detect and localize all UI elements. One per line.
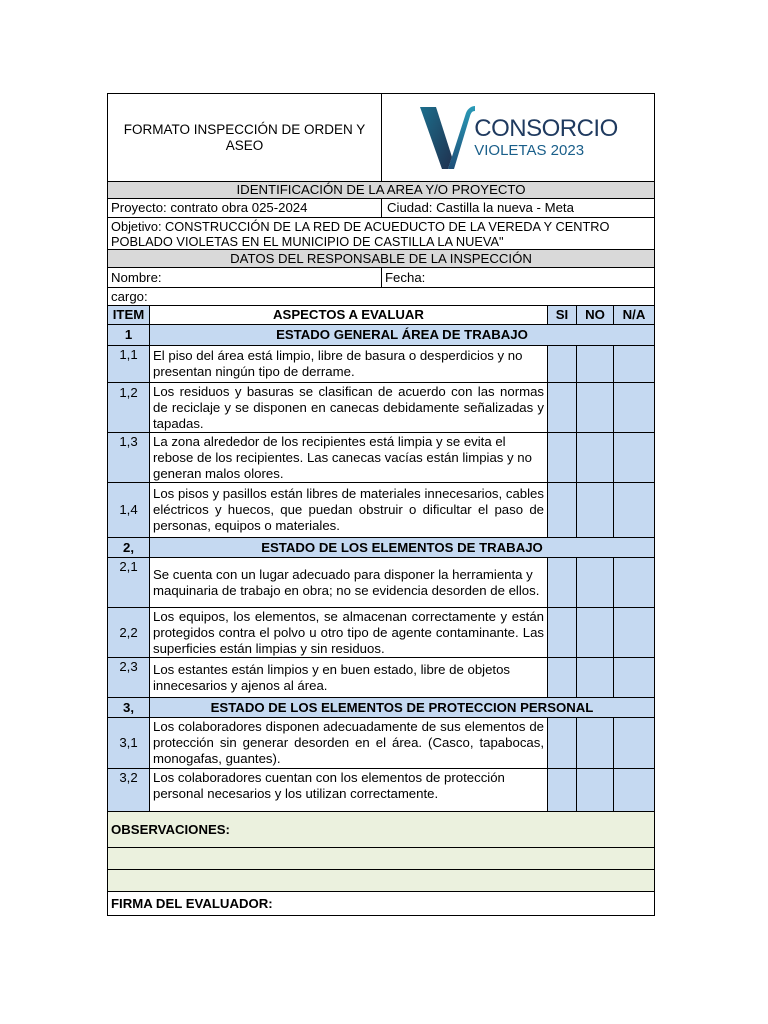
- section-title: ESTADO DE LOS ELEMENTOS DE PROTECCION PERSONAL: [150, 698, 655, 718]
- na-checkbox[interactable]: [614, 718, 655, 769]
- item-number: 3,1: [108, 718, 150, 769]
- item-number: 2,3: [108, 658, 150, 698]
- city-field: Ciudad: Castilla la nueva - Meta: [382, 199, 655, 218]
- item-text: El piso del área está limpio, libre de basura o desperdicios y no presentan ningún tipo de derrame.: [150, 346, 548, 383]
- col-na: N/A: [614, 306, 655, 325]
- no-checkbox[interactable]: [577, 658, 614, 698]
- date-field: Fecha:: [382, 268, 655, 288]
- section-title: ESTADO GENERAL ÁREA DE TRABAJO: [150, 325, 655, 346]
- name-field: Nombre:: [108, 268, 382, 288]
- col-si: SI: [548, 306, 577, 325]
- form-title-line1: FORMATO INSPECCIÓN DE ORDEN Y: [123, 121, 366, 137]
- item-text: Los pisos y pasillos están libres de materiales innecesarios, cables eléctricos y huecos, que puedan obstruir o dificultar el paso de personas, equipos o materiales.: [150, 483, 548, 538]
- logo-text: [474, 114, 618, 159]
- company-logo: [385, 95, 651, 181]
- si-checkbox[interactable]: [548, 558, 577, 608]
- logo-cell: [382, 94, 655, 182]
- col-no: NO: [577, 306, 614, 325]
- no-checkbox[interactable]: [577, 769, 614, 812]
- item-text: Los colaboradores disponen adecuadamente de sus elementos de protección sin generar desorden en el área. (Casco, tapabocas, monogafas, guantes).: [150, 718, 548, 769]
- objective-field: Objetivo: CONSTRUCCIÓN DE LA RED DE ACUEDUCTO DE LA VEREDA Y CENTRO POBLADO VIOLETAS EN EL MUNICIPIO DE CASTILLA LA NUEVA": [108, 218, 655, 250]
- no-checkbox[interactable]: [577, 433, 614, 483]
- form-title: [108, 94, 382, 182]
- section-title: ESTADO DE LOS ELEMENTOS DE TRABAJO: [150, 538, 655, 558]
- section-number: 3,: [108, 698, 150, 718]
- na-checkbox[interactable]: [614, 769, 655, 812]
- project-field: Proyecto: contrato obra 025-2024: [108, 199, 382, 218]
- no-checkbox[interactable]: [577, 346, 614, 383]
- col-aspects: ASPECTOS A EVALUAR: [150, 306, 548, 325]
- observations-label: OBSERVACIONES:: [108, 812, 655, 848]
- item-number: 3,2: [108, 769, 150, 812]
- col-item: ITEM: [108, 306, 150, 325]
- section-number: 1: [108, 325, 150, 346]
- na-checkbox[interactable]: [614, 346, 655, 383]
- item-text: Los estantes están limpios y en buen estado, libre de objetos innecesarios y ajenos al área.: [150, 658, 548, 698]
- item-text: Se cuenta con un lugar adecuado para disponer la herramienta y maquinaria de trabajo en obra; no se evidencia desorden de ellos.: [150, 558, 548, 608]
- no-checkbox[interactable]: [577, 718, 614, 769]
- item-number: 2,2: [108, 608, 150, 658]
- observations-line-2[interactable]: [108, 870, 655, 892]
- no-checkbox[interactable]: [577, 483, 614, 538]
- item-text: Los equipos, los elementos, se almacenan correctamente y están protegidos contra el polvo u otro tipo de agente contaminante. Las superficies están limpias y sin residuos.: [150, 608, 548, 658]
- identification-heading: IDENTIFICACIÓN DE LA AREA Y/O PROYECTO: [108, 182, 655, 199]
- no-checkbox[interactable]: [577, 383, 614, 433]
- na-checkbox[interactable]: [614, 383, 655, 433]
- logo-subtitle: VIOLETAS 2023: [474, 141, 585, 159]
- item-text: Los residuos y basuras se clasifican de acuerdo con las normas de reciclaje y se disponen en canecas debidamente señalizadas y tapadas.: [150, 383, 548, 433]
- item-text: La zona alrededor de los recipientes está limpia y se evita el rebose de los recipientes. Las canecas vacías están limpias y no generan malos olores.: [150, 433, 548, 483]
- si-checkbox[interactable]: [548, 383, 577, 433]
- signature-label: FIRMA DEL EVALUADOR:: [108, 892, 655, 916]
- si-checkbox[interactable]: [548, 608, 577, 658]
- item-number: 1,3: [108, 433, 150, 483]
- inspection-form: [107, 93, 654, 916]
- na-checkbox[interactable]: [614, 558, 655, 608]
- item-number: 1,4: [108, 483, 150, 538]
- si-checkbox[interactable]: [548, 658, 577, 698]
- form-table: [107, 93, 655, 916]
- section-number: 2,: [108, 538, 150, 558]
- v-logo-icon: [418, 103, 476, 173]
- no-checkbox[interactable]: [577, 558, 614, 608]
- logo-name: CONSORCIO: [474, 114, 618, 142]
- role-field: cargo:: [108, 288, 655, 306]
- item-text: Los colaboradores cuentan con los elementos de protección personal necesarios y los utilizan correctamente.: [150, 769, 548, 812]
- si-checkbox[interactable]: [548, 769, 577, 812]
- na-checkbox[interactable]: [614, 658, 655, 698]
- responsible-heading: DATOS DEL RESPONSABLE DE LA INSPECCIÓN: [108, 250, 655, 268]
- observations-line-1[interactable]: [108, 848, 655, 870]
- item-number: 1,2: [108, 383, 150, 433]
- na-checkbox[interactable]: [614, 433, 655, 483]
- si-checkbox[interactable]: [548, 346, 577, 383]
- na-checkbox[interactable]: [614, 483, 655, 538]
- item-number: 1,1: [108, 346, 150, 383]
- na-checkbox[interactable]: [614, 608, 655, 658]
- item-number: 2,1: [108, 558, 150, 608]
- no-checkbox[interactable]: [577, 608, 614, 658]
- si-checkbox[interactable]: [548, 483, 577, 538]
- form-title-line2: ASEO: [225, 137, 264, 153]
- si-checkbox[interactable]: [548, 718, 577, 769]
- si-checkbox[interactable]: [548, 433, 577, 483]
